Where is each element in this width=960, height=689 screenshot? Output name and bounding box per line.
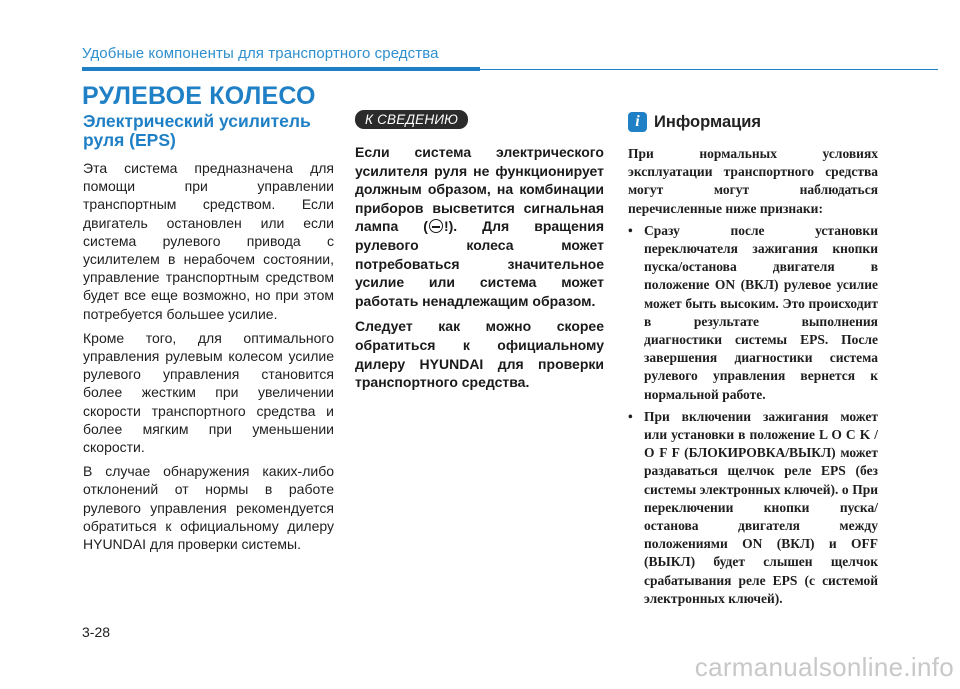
- info-title: Информация: [654, 112, 762, 131]
- section-title: РУЛЕВОЕ КОЛЕСО: [82, 82, 316, 110]
- notice-badge: К СВЕДЕНИЮ: [355, 110, 468, 129]
- info-header: [628, 112, 878, 132]
- eps-paragraph-2: Кроме того, для оптимального управления рулевым колесом усилие рулевого управления становится более жестким при увеличении скорости транспортного средства и более мягким при уменьшении скорости.: [83, 329, 334, 456]
- eps-paragraph-1: Эта система предназначена для помощи при управлении транспортным средством. Если двигатель остановлен или если система рулевого привода с усилителем в нерабочем состоянии, управление транспортным средством будет все еще возможно, но при этом потребуется большее усилие.: [83, 160, 334, 322]
- page-number: 3-28: [82, 624, 111, 640]
- info-bullet-1: • Сразу после установки переключателя зажигания кнопки пуска/останова двигателя в положение ON (ВКЛ) рулевое усилие может быть высоким. Это происходит в результате выполнения диагностики системы EPS. После завершения диагностики система рулевого управления вернется к нормальной работе.: [628, 222, 878, 404]
- info-list: [628, 222, 878, 608]
- header-line-thin: [480, 69, 938, 71]
- notice-paragraph-2: Следует как можно скорее обратиться к официальному дилеру HYUNDAI для проверки транспортного средства.: [355, 318, 604, 391]
- info-intro: При нормальных условиях эксплуатации транспортного средства могут могут наблюдаться перечисленные ниже признаки:: [628, 146, 878, 216]
- header-text: Удобные компоненты для транспортного средства: [82, 45, 439, 62]
- column-middle: [355, 110, 604, 399]
- notice-text-part1: Если система электрического усилителя руля не функционирует должным образом, на комбинации приборов высветится сигнальная лампа (: [355, 144, 604, 235]
- eps-subtitle: Электрический усилитель руля (EPS): [83, 111, 311, 150]
- column-left: [83, 112, 334, 559]
- notice-text-part2: ). Для вращения рулевого колеса может потребоваться значительное усилие или система может работать ненадлежащим образом.: [355, 218, 604, 309]
- column-right: [628, 112, 878, 612]
- info-bullet-2: • При включении зажигания может или установки в положение L O C K / O F F (БЛОКИРОВКА/ВЫКЛ) может раздаваться щелчок реле EPS (без системы электронных ключей). о При переключении кнопки пуска/останова двигателя между положениями ON (ВКЛ) и OFF (ВЫКЛ) будет слышен щелчок срабатывания реле EPS (с системой электронных ключей).: [628, 408, 878, 608]
- eps-warning-icon: [429, 219, 443, 233]
- eps-paragraph-3: В случае обнаружения каких-либо отклонений от нормы в работе рулевого управления рекомендуется обратиться к официальному дилеру HYUNDAI для проверки системы.: [83, 463, 334, 553]
- notice-paragraph-1: Если система электрического усилителя руля не функционирует должным образом, на комбинации приборов высветится сигнальная лампа ( !). Для вращения рулевого колеса может потребоваться значительное усилие или система может работать ненадлежащим образом.: [355, 144, 604, 309]
- watermark: carmanualsonline.info: [694, 652, 954, 682]
- info-icon: i: [628, 112, 647, 132]
- header-line-thick: [82, 67, 480, 71]
